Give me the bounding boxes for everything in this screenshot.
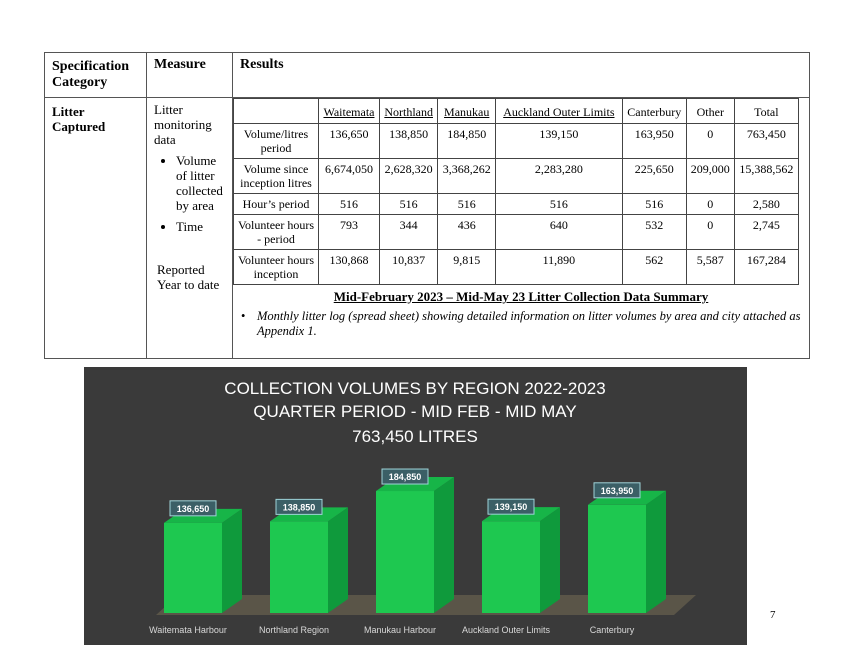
appendix-note: [239, 309, 803, 339]
row-label: Hour’s period: [234, 194, 319, 215]
table-cell: 0: [686, 215, 734, 250]
bar: [482, 521, 540, 613]
table-row: [234, 250, 799, 285]
bar: [164, 523, 222, 613]
table-cell: 136,650: [319, 124, 380, 159]
table-cell: 225,650: [622, 159, 686, 194]
table-cell: 10,837: [379, 250, 437, 285]
measure-cell: [147, 98, 233, 359]
table-cell: 516: [622, 194, 686, 215]
chart-title-line: COLLECTION VOLUMES BY REGION 2022-2023: [224, 379, 606, 398]
row-label: Volume since inception litres: [234, 159, 319, 194]
table-cell: 3,368,262: [438, 159, 496, 194]
table-cell: 11,890: [496, 250, 623, 285]
table-cell: 2,283,280: [496, 159, 623, 194]
category-litter-captured: Litter Captured: [45, 98, 147, 359]
data-label: 184,850: [388, 472, 422, 483]
table-cell: 167,284: [734, 250, 798, 285]
table-cell: 15,388,562: [734, 159, 798, 194]
table-cell: 516: [438, 194, 496, 215]
table-cell: 763,450: [734, 124, 798, 159]
table-row: [234, 159, 799, 194]
table-cell: 344: [379, 215, 437, 250]
table-cell: 9,815: [438, 250, 496, 285]
table-cell: 6,674,050: [319, 159, 380, 194]
bar: [588, 505, 646, 613]
chart-title-line: QUARTER PERIOD - MID FEB - MID MAY: [253, 402, 577, 421]
category-label: Manukau Harbour: [363, 625, 437, 635]
table-cell: 640: [496, 215, 623, 250]
table-cell: 5,587: [686, 250, 734, 285]
table-cell: 516: [319, 194, 380, 215]
col-header: Manukau: [438, 99, 496, 124]
data-label: 136,650: [176, 503, 210, 514]
appendix-note-text: Monthly litter log (spread sheet) showing detailed information on litter volumes by area and city attached as Appendix 1.: [257, 309, 801, 338]
results-header-row: [234, 99, 799, 124]
measure-bullet: • Time: [176, 219, 226, 234]
category-label: Waitemata Harbour: [149, 625, 227, 635]
chart-category-labels: [149, 625, 635, 635]
table-cell: 139,150: [496, 124, 623, 159]
table-cell: 130,868: [319, 250, 380, 285]
bar-side: [434, 477, 454, 613]
table-row: [234, 215, 799, 250]
data-label: 138,850: [282, 502, 316, 513]
measure-bullet: • Volume of litter collected by area: [176, 153, 226, 213]
category-label: Auckland Outer Limits: [461, 625, 551, 635]
chart-title-line: 763,450 LITRES: [352, 427, 478, 446]
bar: [376, 491, 434, 613]
measure-reported: Reported Year to date: [157, 262, 220, 292]
measure-intro: Litter monitoring data: [154, 102, 212, 147]
table-cell: 516: [379, 194, 437, 215]
col-header: Total: [734, 99, 798, 124]
table-row: [234, 124, 799, 159]
chart-svg: [84, 367, 747, 645]
header-spec-category: Specification Category: [45, 53, 147, 98]
results-corner: [234, 99, 319, 124]
table-cell: 209,000: [686, 159, 734, 194]
table-cell: 138,850: [379, 124, 437, 159]
table-row: [234, 194, 799, 215]
table-cell: 516: [496, 194, 623, 215]
table-cell: 184,850: [438, 124, 496, 159]
table-cell: 163,950: [622, 124, 686, 159]
results-cell: [233, 98, 810, 359]
table-cell: 436: [438, 215, 496, 250]
bullet-icon: •: [241, 309, 246, 323]
table-cell: 793: [319, 215, 380, 250]
summary-title: Mid-February 2023 – Mid-May 23 Litter Collection Data Summary: [333, 289, 709, 304]
row-label: Volunteer hours - period: [234, 215, 319, 250]
category-label: Northland Region: [258, 625, 330, 635]
header-measure: Measure: [147, 53, 233, 98]
table-cell: 0: [686, 194, 734, 215]
table-cell: 2,745: [734, 215, 798, 250]
table-cell: 2,580: [734, 194, 798, 215]
bar-side: [222, 509, 242, 613]
col-header: Northland: [379, 99, 437, 124]
table-cell: 2,628,320: [379, 159, 437, 194]
table-cell: 562: [622, 250, 686, 285]
results-table: [233, 98, 799, 285]
collection-volumes-chart: [84, 367, 747, 645]
page-number: 7: [770, 609, 776, 621]
data-label: 163,950: [600, 485, 634, 496]
row-label: Volunteer hours inception: [234, 250, 319, 285]
col-header: Waitemata: [319, 99, 380, 124]
bar: [270, 521, 328, 613]
table-cell: 0: [686, 124, 734, 159]
chart-bars-group: [164, 469, 666, 613]
col-header: Auckland Outer Limits: [496, 99, 623, 124]
data-label: 139,150: [494, 502, 528, 513]
col-header: Other: [686, 99, 734, 124]
row-label: Volume/litres period: [234, 124, 319, 159]
bar-side: [540, 507, 560, 613]
table-cell: 532: [622, 215, 686, 250]
measure-bullets: [154, 153, 226, 234]
category-label: Canterbury: [589, 625, 635, 635]
bar-side: [328, 507, 348, 613]
chart-title-group: [224, 379, 605, 446]
litter-data-table: [44, 52, 810, 359]
col-header: Canterbury: [622, 99, 686, 124]
bar-side: [646, 491, 666, 613]
header-results: Results: [233, 53, 810, 98]
